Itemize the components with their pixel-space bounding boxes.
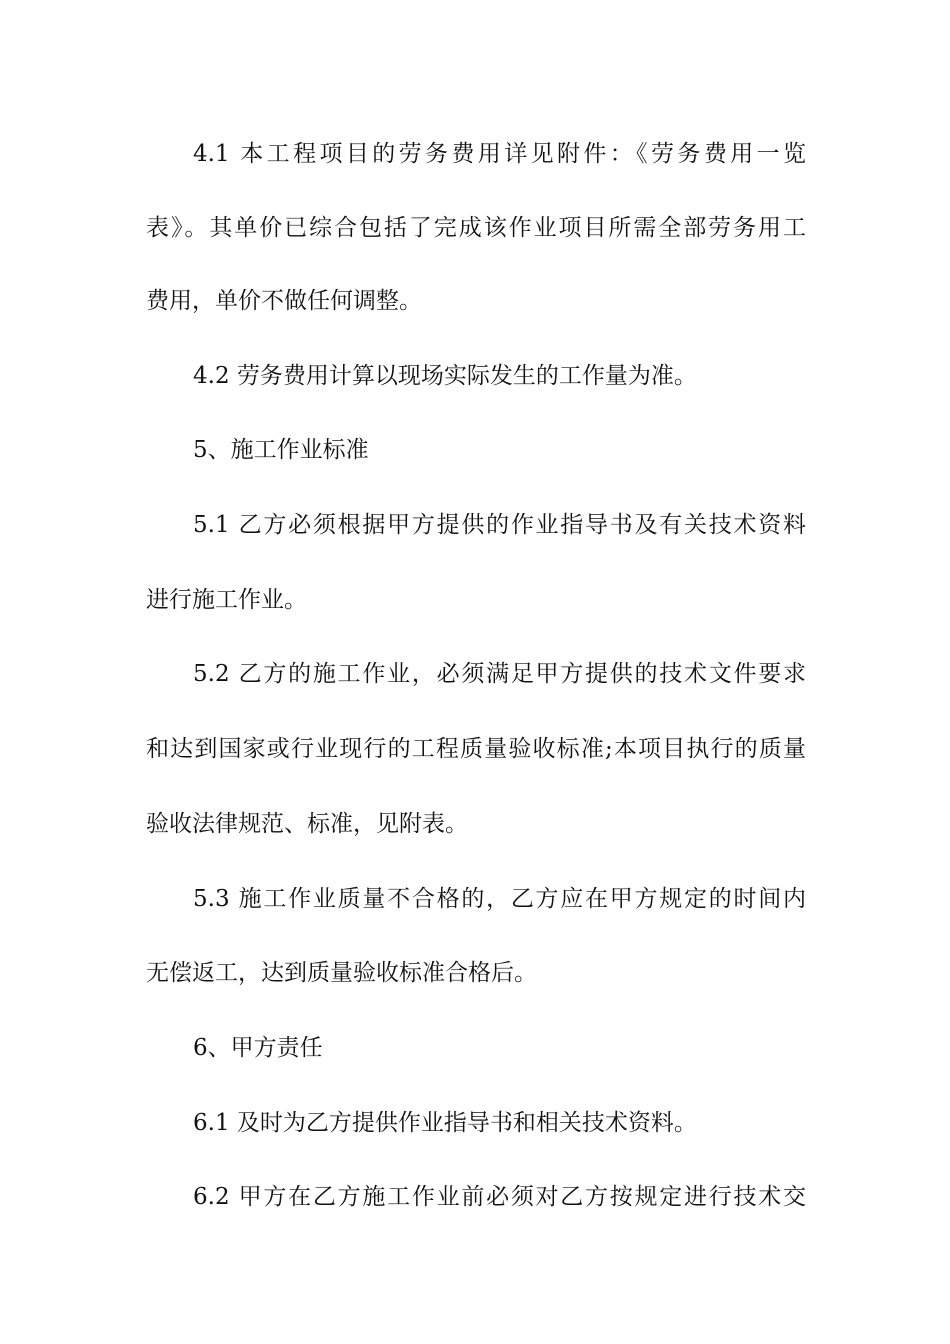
paragraph-5-1-line-2: 进行施工作业。 [146,587,307,613]
paragraph-4-1-line-2: 表》。其单价已综合包括了完成该作业项目所需全部劳务用工 [146,215,806,241]
paragraph-5-1-line-1: 5.1 乙方必须根据甲方提供的作业指导书及有关技术资料 [193,512,806,538]
paragraph-4-1-line-1: 4.1 本工程项目的劳务费用详见附件：《劳务费用一览 [193,141,806,167]
paragraph-4-1-line-3: 费用，单价不做任何调整。 [146,288,422,314]
paragraph-5-3-line-1: 5.3 施工作业质量不合格的，乙方应在甲方规定的时间内 [193,886,806,912]
paragraph-4-2: 4.2 劳务费用计算以现场实际发生的工作量为准。 [193,363,697,389]
paragraph-5-2-line-2: 和达到国家或行业现行的工程质量验收标准;本项目执行的质量 [146,736,806,762]
paragraph-5-2-line-3: 验收法律规范、标准，见附表。 [146,811,468,837]
paragraph-5-2-line-1: 5.2 乙方的施工作业，必须满足甲方提供的技术文件要求 [193,661,806,687]
paragraph-6-1: 6.1 及时为乙方提供作业指导书和相关技术资料。 [193,1110,697,1136]
section-heading-5: 5、施工作业标准 [193,437,369,463]
section-heading-6: 6、甲方责任 [193,1035,323,1061]
paragraph-6-2-line-1: 6.2 甲方在乙方施工作业前必须对乙方按规定进行技术交 [193,1184,806,1210]
paragraph-5-3-line-2: 无偿返工，达到质量验收标准合格后。 [146,960,537,986]
